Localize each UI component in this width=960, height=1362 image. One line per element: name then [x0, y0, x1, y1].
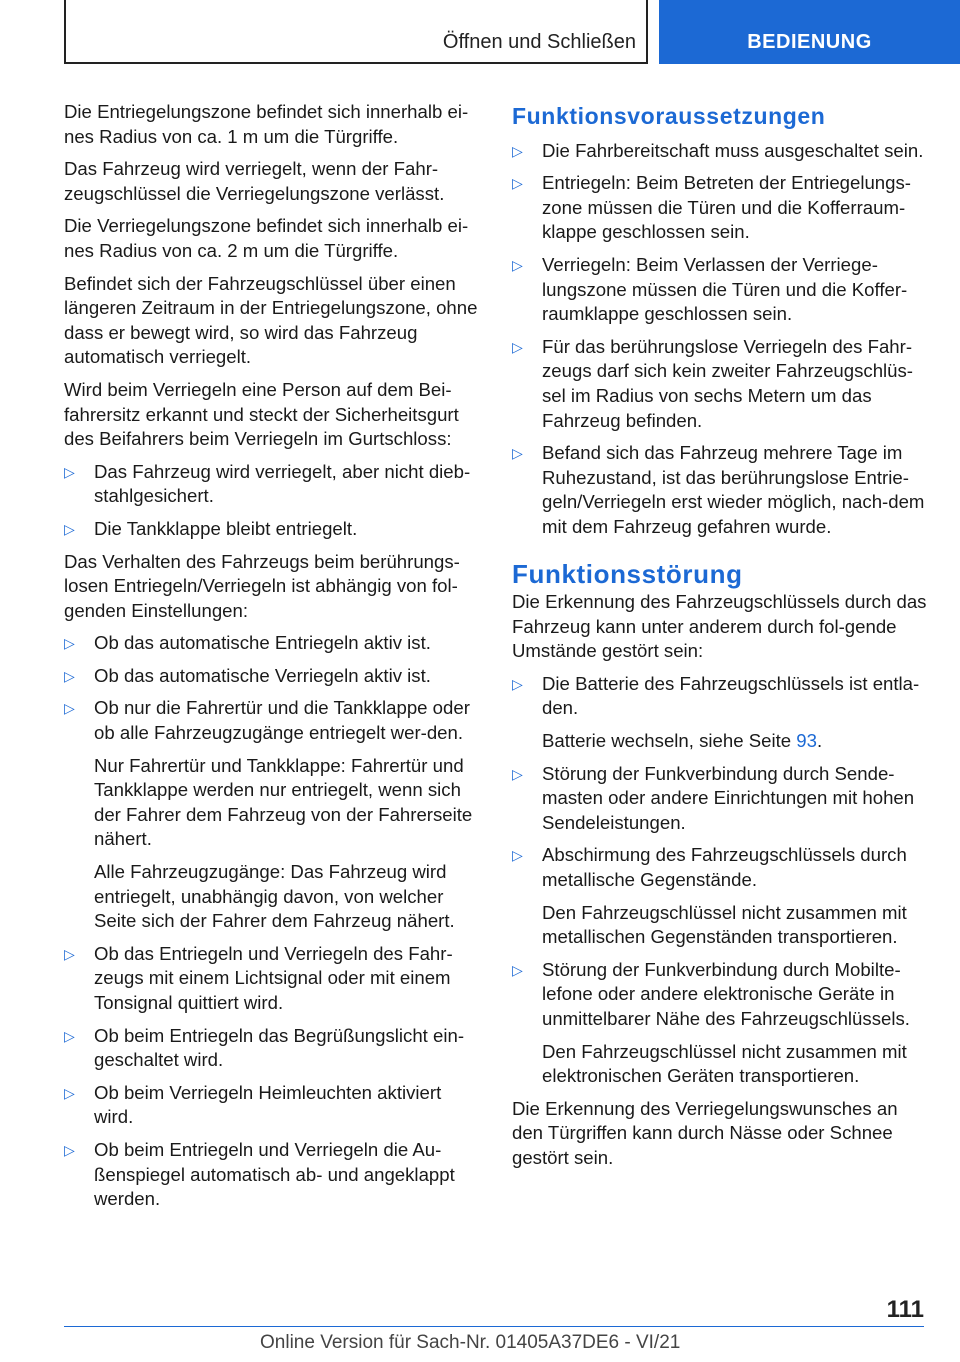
triangle-bullet-icon: ▷ — [64, 635, 75, 652]
bullet-list — [512, 672, 928, 1089]
footer-text: Online Version für Sach-Nr. 01405A37DE6 - VI/21 — [260, 1332, 681, 1353]
triangle-bullet-icon: ▷ — [512, 847, 523, 864]
list-item: ▷ Ob das automatische Entriegeln aktiv ist. — [64, 631, 480, 656]
page-link[interactable]: 93 — [796, 730, 817, 752]
triangle-bullet-icon: ▷ — [512, 338, 523, 355]
footer-divider — [864, 1326, 924, 1327]
list-item-note: Nur Fahrertür und Tankklappe: Fahrertür und Tankklappe werden nur entriegelt, wenn sich der Fahrer dem Fahrzeug von der Fahrerseite nähert. — [94, 754, 473, 850]
triangle-bullet-icon: ▷ — [512, 142, 523, 159]
footer-divider — [64, 1326, 864, 1327]
list-item: ▷ Ob das automatische Verriegeln aktiv ist. — [64, 664, 480, 689]
right-column — [512, 100, 928, 1179]
subheading-prerequisites: Funktionsvoraussetzungen — [512, 103, 826, 129]
list-item: ▷ Befand sich das Fahrzeug mehrere Tage im Ruhezustand, ist das berührungslose Entrie-geln/Verriegeln erst wieder möglich, nach-dem mit dem Fahrzeug gefahren wurde. — [512, 442, 925, 537]
page-number: 111 — [886, 1296, 924, 1323]
paragraph: Das Fahrzeug wird verriegelt, wenn der Fahr-zeugschlüssel die Verriegelungszone verlässt. — [64, 158, 445, 204]
list-item: ▷ Ob beim Verriegeln Heimleuchten aktiviert wird. — [64, 1081, 442, 1128]
paragraph: Die Erkennung des Verriegelungswunsches an den Türgriffen kann durch Nässe oder Schnee gestört sein. — [512, 1097, 898, 1168]
triangle-bullet-icon: ▷ — [64, 1027, 75, 1044]
paragraph: Wird beim Verriegeln eine Person auf dem Bei-fahrersitz erkannt und steckt der Sicherheitsgurt des Beifahrers beim Verriegeln im Gurtschloss: — [64, 378, 459, 450]
list-item-note: Den Fahrzeugschlüssel nicht zusammen mit metallischen Gegenständen transportieren. — [542, 901, 907, 948]
triangle-bullet-icon: ▷ — [64, 463, 75, 480]
triangle-bullet-icon: ▷ — [512, 445, 523, 462]
paragraph: Das Verhalten des Fahrzeugs beim berührungs-losen Entriegeln/Verriegeln ist abhängig von fol-genden Einstellungen: — [64, 550, 460, 621]
triangle-bullet-icon: ▷ — [512, 765, 523, 782]
triangle-bullet-icon: ▷ — [64, 667, 75, 684]
list-item: ▷ Ob das Entriegeln und Verriegeln des Fahr-zeugs mit einem Lichtsignal oder mit einem Tonsignal quittiert wird. — [64, 942, 453, 1013]
triangle-bullet-icon: ▷ — [512, 961, 523, 978]
triangle-bullet-icon: ▷ — [512, 256, 523, 273]
list-item: ▷ Störung der Funkverbindung durch Mobilte-lefone oder andere elektronische Geräte in unmittelbarer Nähe des Fahrzeugschlüssels. Den Fahrzeugschlüssel nicht zusammen mit elektronischen Geräten transportieren. — [512, 958, 928, 1089]
list-item: ▷ Ob beim Entriegeln und Verriegeln die Au-ßenspiegel automatisch ab- und angeklappt werden. — [64, 1138, 455, 1210]
list-item: ▷ Für das berührungslose Verriegeln des Fahr-zeugs darf sich kein zweiter Fahrzeugschlüs-sel im Radius von sechs Metern um das Fahrzeug befinden. — [512, 335, 914, 431]
list-item: ▷ Entriegeln: Beim Betreten der Entriegelungs-zone müssen die Türen und die Kofferraum-klappe geschlossen sein. — [512, 172, 911, 243]
list-item: ▷ Ob nur die Fahrertür und die Tankklappe oder ob alle Fahrzeugzugänge entriegelt wer-den. Nur Fahrertür und Tankklappe: Fahrertür und Tankklappe werden nur entriegelt, wenn sich der Fahrer dem Fahrzeug von der Fahrerseite nähert. Alle Fahrzeugzugänge: Das Fahrzeug wird entriegelt, unabhängig davon, von welcher Seite sich der Fahrer dem Fahrzeug nähert. — [64, 696, 480, 933]
paragraph: Die Erkennung des Fahrzeugschlüssels durch das Fahrzeug kann unter anderem durch fol-gende Umstände gestört sein: — [512, 591, 927, 662]
paragraph: Befindet sich der Fahrzeugschlüssel über einen längeren Zeitraum in der Entriegelungszone, ohne dass er bewegt wird, so wird das Fahrzeug automatisch verriegelt. — [64, 272, 478, 368]
triangle-bullet-icon: ▷ — [512, 175, 523, 192]
bullet-list — [64, 460, 480, 542]
triangle-bullet-icon: ▷ — [64, 1141, 75, 1158]
triangle-bullet-icon: ▷ — [64, 700, 75, 717]
left-column — [64, 100, 480, 1220]
list-item: ▷ Das Fahrzeug wird verriegelt, aber nicht dieb-stahlgesichert. — [64, 460, 471, 507]
bullet-list — [64, 631, 480, 1211]
triangle-bullet-icon: ▷ — [64, 1084, 75, 1101]
list-item-note: Alle Fahrzeugzugänge: Das Fahrzeug wird entriegelt, unabhängig davon, von welcher Seite sich der Fahrer dem Fahrzeug nähert. — [94, 861, 455, 932]
list-item: ▷ Störung der Funkverbindung durch Sende-masten oder andere Einrichtungen mit hohen Sendeleistungen. — [512, 762, 915, 833]
triangle-bullet-icon: ▷ — [64, 945, 75, 962]
paragraph: Die Entriegelungszone befindet sich innerhalb ei-nes Radius von ca. 1 m um die Türgriffe. — [64, 101, 469, 147]
list-item-note: Den Fahrzeugschlüssel nicht zusammen mit elektronischen Geräten transportieren. — [542, 1040, 907, 1087]
triangle-bullet-icon: ▷ — [512, 675, 523, 692]
list-item: ▷ Die Tankklappe bleibt entriegelt. — [64, 517, 480, 542]
list-item-note: Batterie wechseln, siehe Seite 93. — [542, 730, 823, 752]
list-item: ▷ Die Fahrbereitschaft muss ausgeschaltet sein. — [512, 139, 928, 164]
list-item: ▷ Verriegeln: Beim Verlassen der Verriege-lungszone müssen die Türen und die Koffer-raumklappe geschlossen sein. — [512, 253, 908, 325]
list-item: ▷ Die Batterie des Fahrzeugschlüssels ist entla-den. Batterie wechseln, siehe Seite 93. — [512, 672, 928, 754]
list-item: ▷ Ob beim Entriegeln das Begrüßungslicht ein-geschaltet wird. — [64, 1024, 465, 1071]
triangle-bullet-icon: ▷ — [64, 520, 75, 537]
bullet-list — [512, 139, 928, 540]
chapter-tab[interactable]: BEDIENUNG — [659, 0, 960, 64]
list-item: ▷ Abschirmung des Fahrzeugschlüssels durch metallische Gegenstände. Den Fahrzeugschlüssel nicht zusammen mit metallischen Gegenständen transportieren. — [512, 843, 928, 949]
section-title: Öffnen und Schließen — [442, 31, 636, 53]
heading-malfunction: Funktionsstörung — [512, 558, 743, 589]
paragraph: Die Verriegelungszone befindet sich innerhalb ei-nes Radius von ca. 2 m um die Türgriffe. — [64, 215, 469, 261]
